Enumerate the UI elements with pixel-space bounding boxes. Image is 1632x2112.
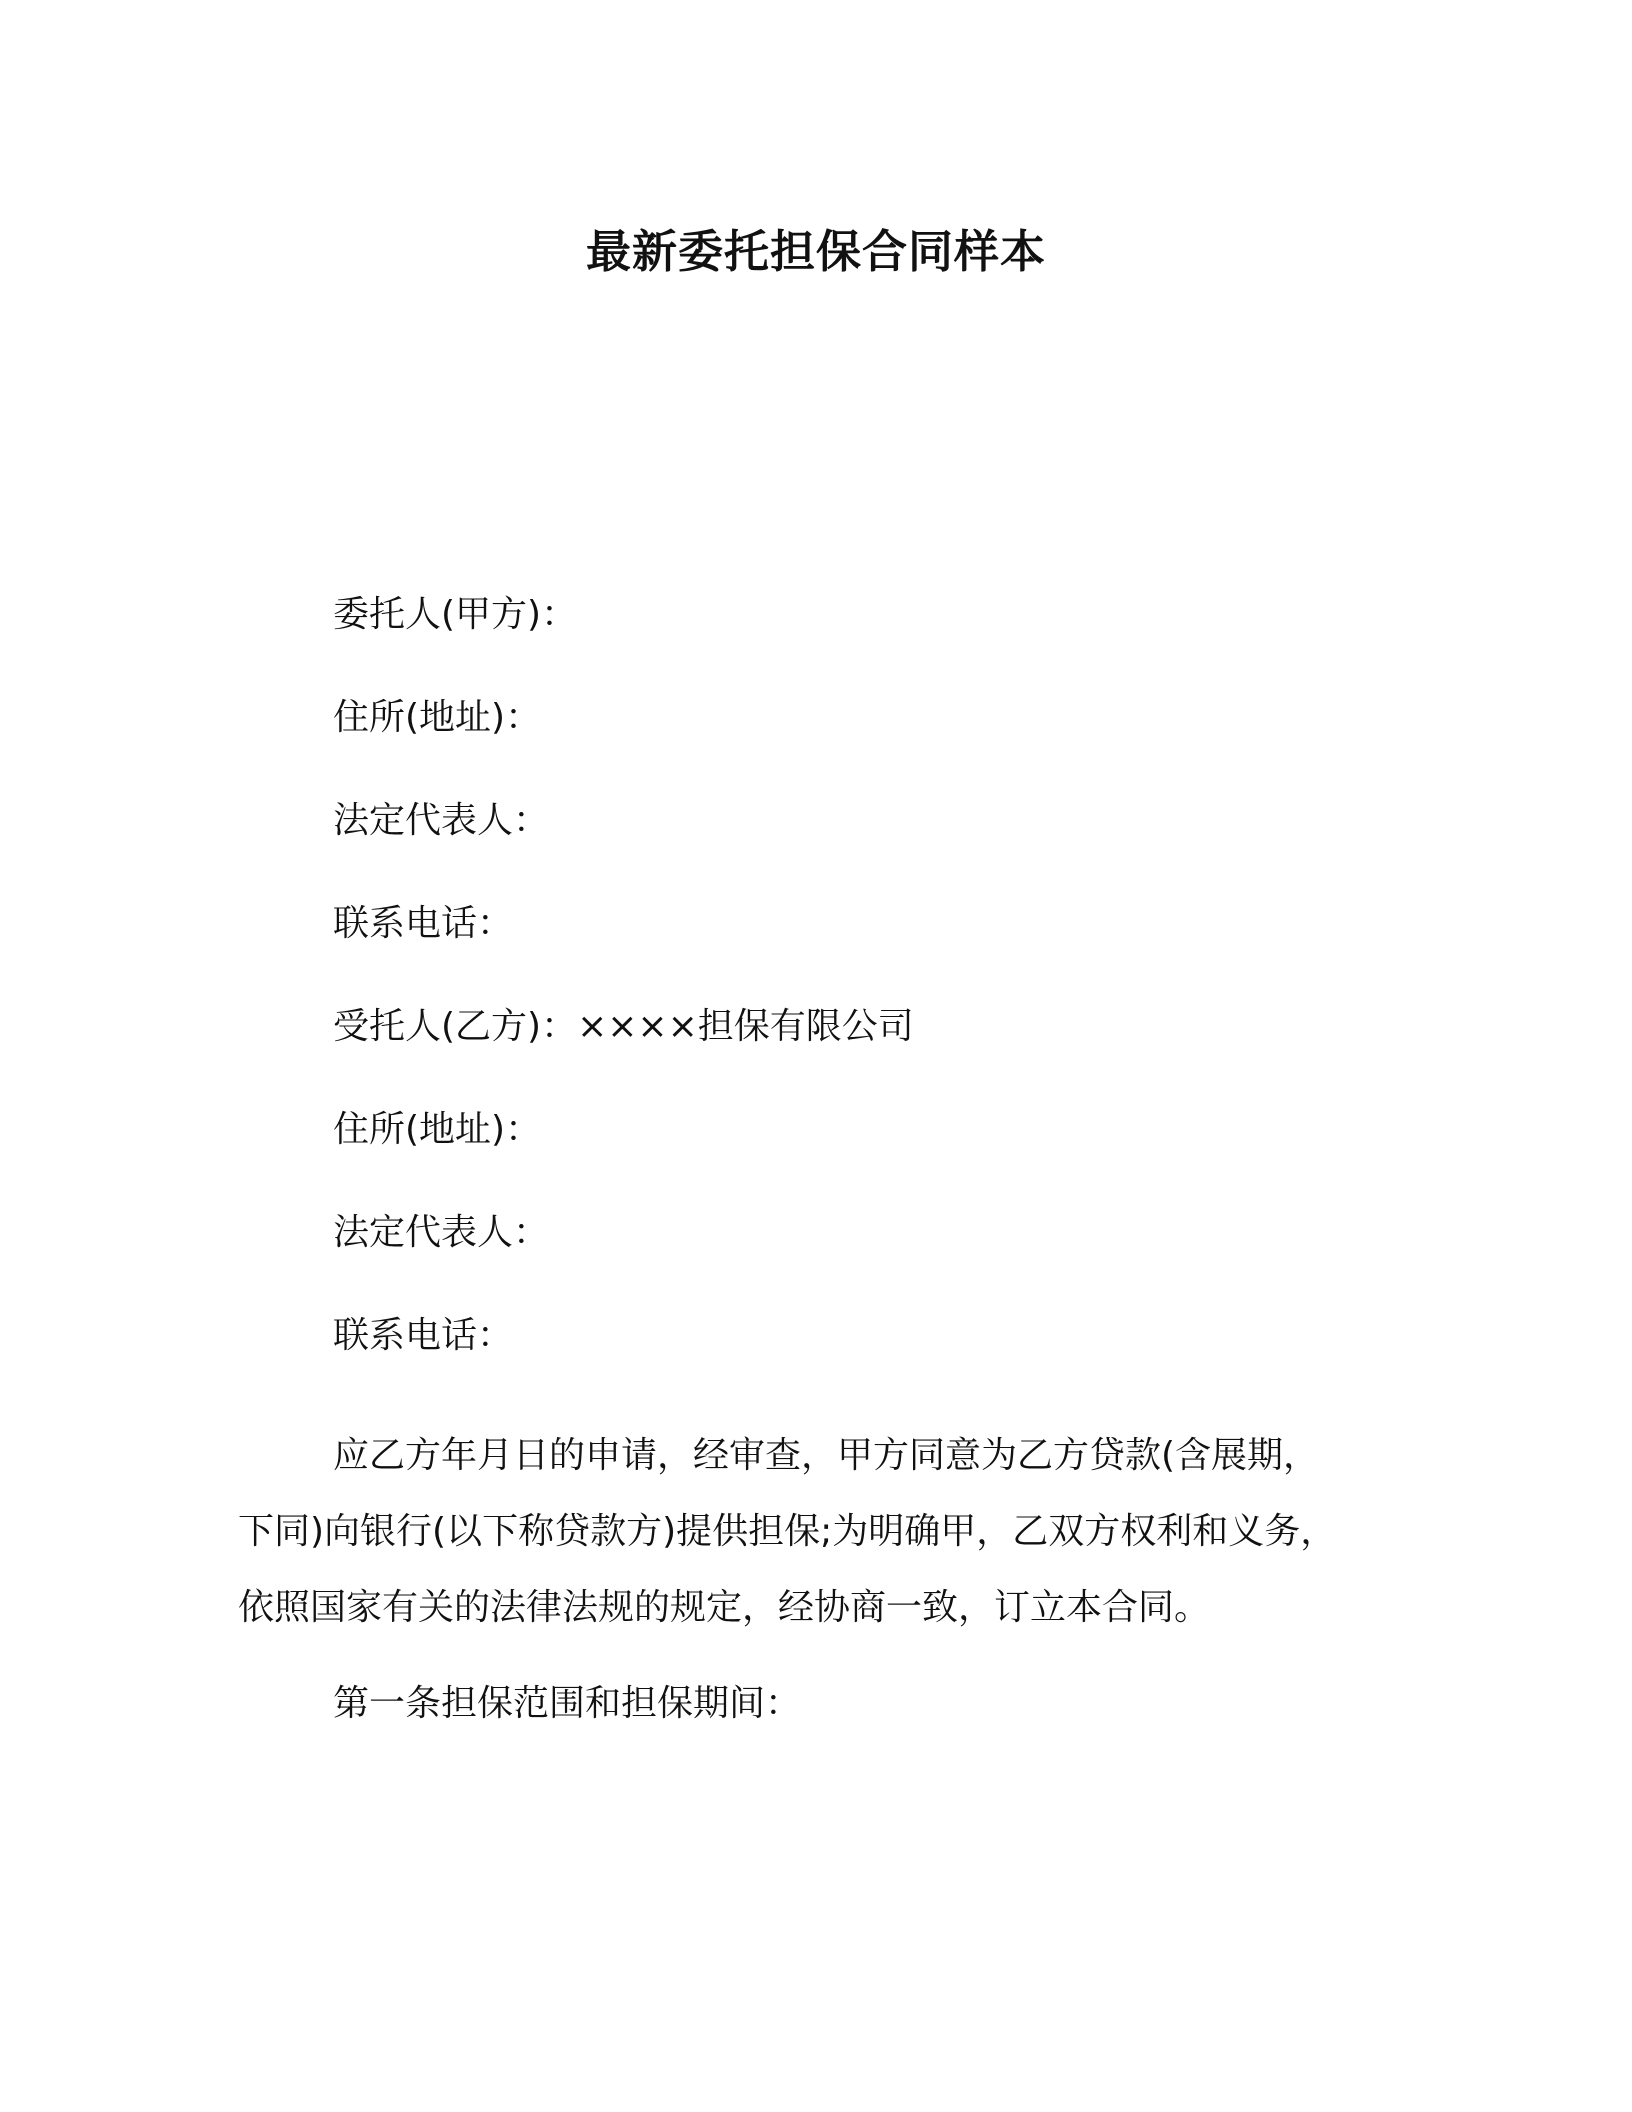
article-1-heading: 第一条担保范围和担保期间：	[333, 1683, 802, 1724]
trustee-phone-field: 联系电话：	[333, 1315, 514, 1356]
trustee-legal-rep-field: 法定代表人：	[333, 1212, 550, 1253]
trustee-address-field: 住所(地址)：	[333, 1109, 542, 1150]
principal-party-field: 委托人(甲方)：	[333, 594, 578, 635]
principal-legal-rep-field: 法定代表人：	[333, 800, 550, 841]
document-title: 最新委托担保合同样本	[585, 225, 1046, 278]
trustee-party-field: 受托人(乙方)：××××担保有限公司	[333, 1006, 914, 1047]
preamble-paragraph: 应乙方年月日的申请，经审查，甲方同意为乙方贷款(含展期，下同)向银行(以下称贷款方)提供担保;为明确甲，乙双方权利和义务，依照国家有关的法律法规的规定，经协商一致，订立本合同。	[238, 1435, 1337, 1628]
principal-phone-field: 联系电话：	[333, 903, 514, 944]
principal-address-field: 住所(地址)：	[333, 697, 542, 738]
